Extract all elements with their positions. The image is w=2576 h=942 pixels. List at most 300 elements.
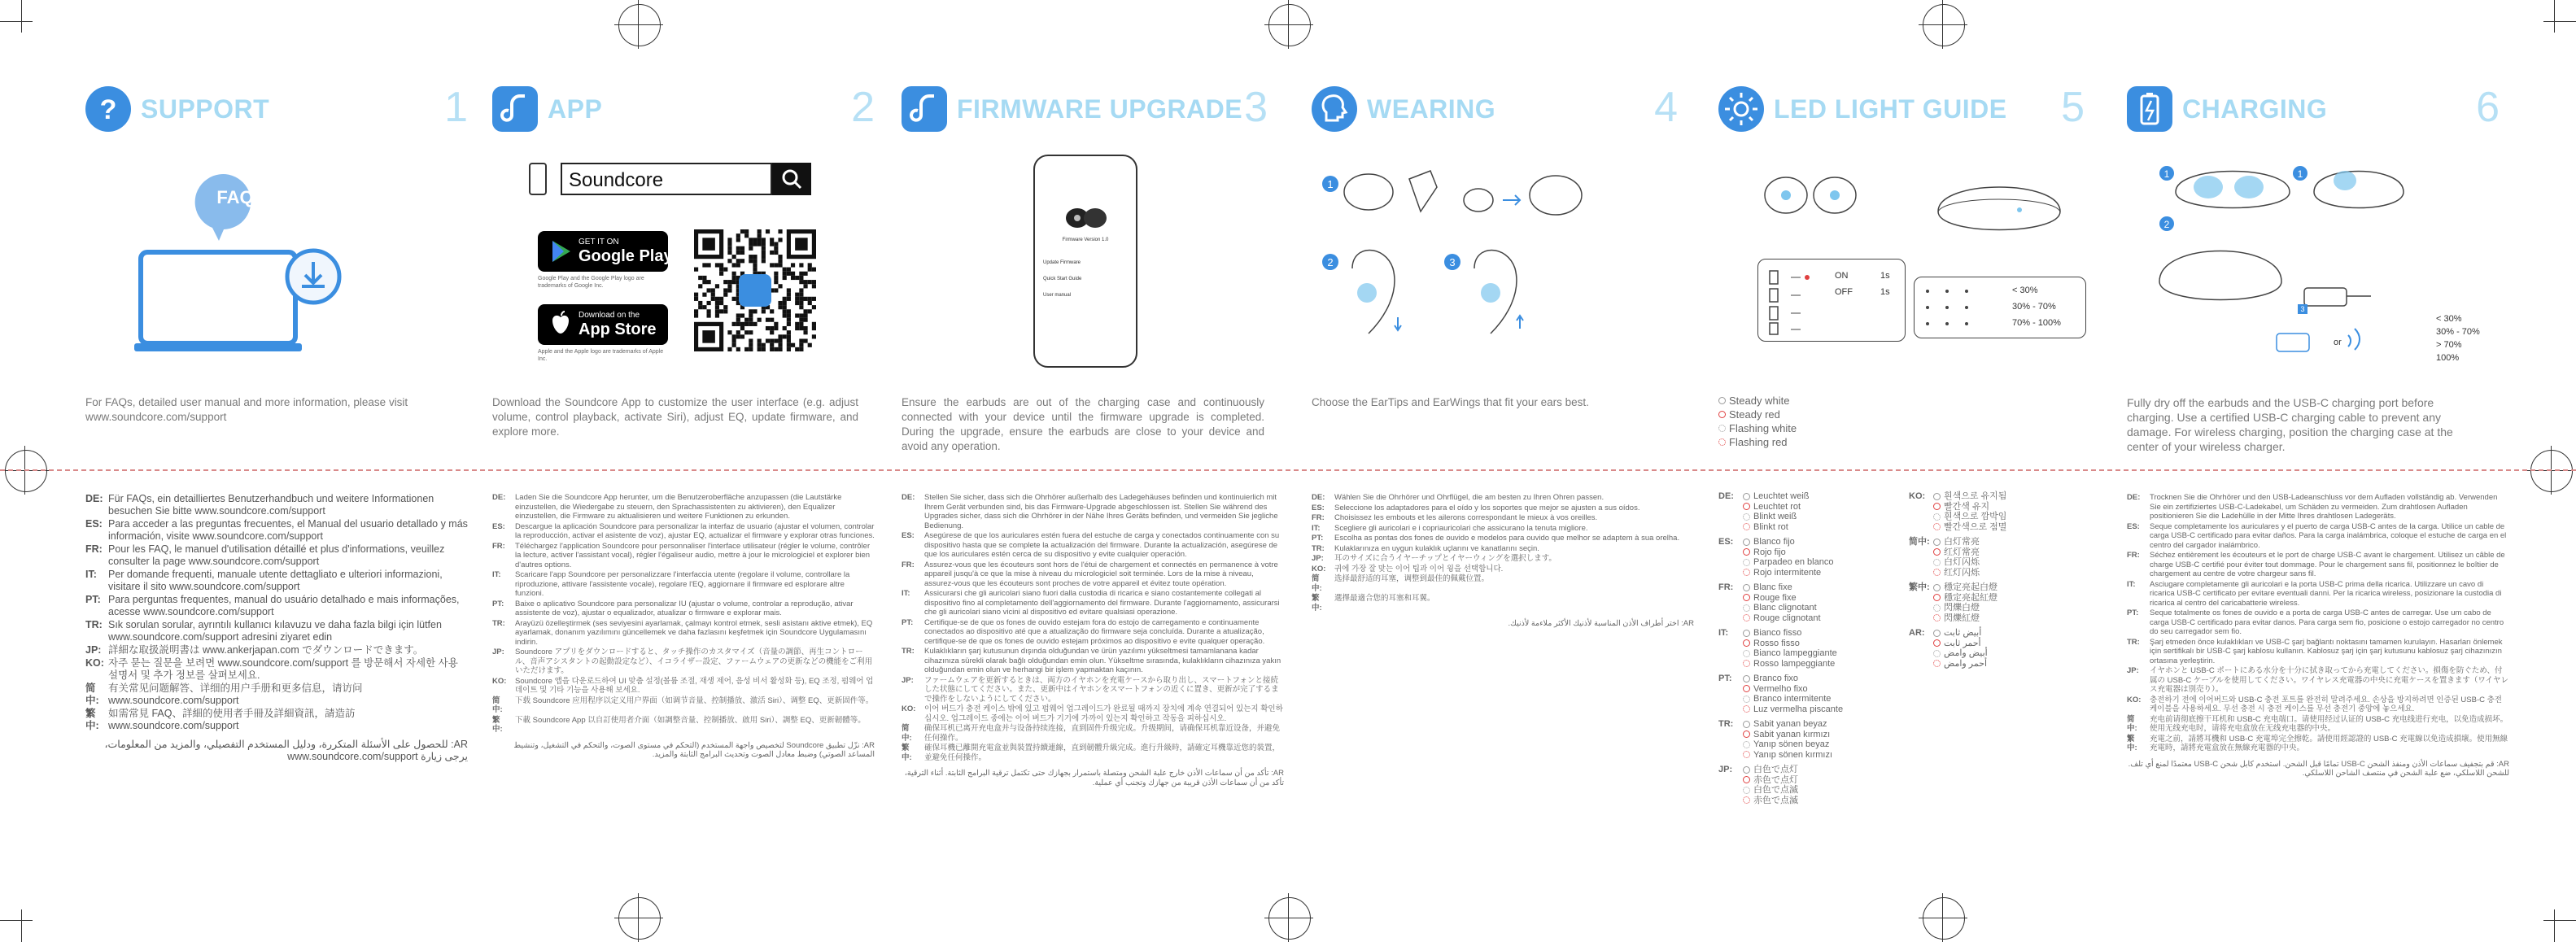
led-status-icon	[1743, 675, 1750, 683]
language-code: IT:	[1312, 523, 1321, 533]
translation-text: 确保耳机已离开充电盒并与设备持续连接，直到固件升级完成。升级期间，请确保耳机靠近设备，并避免任何操作。	[924, 724, 1281, 743]
translation-row	[2127, 608, 2509, 637]
arabic-translation: AR: للحصول على الأسئلة المتكررة، ودليل المستخدم التفصيلي، والمزيد من المعلومات، يرجى زيارة www.soundcore.com/support	[104, 739, 468, 762]
translation-row	[492, 522, 875, 541]
language-code: JP:	[492, 648, 504, 656]
qr-logo-icon	[739, 274, 771, 307]
language-code: KO:	[1312, 564, 1326, 573]
translation-text: 충전하기 전에 이어버드와 USB-C 충전 포트를 완전히 말려주세요. 손상을 방지하려면 인증된 USB-C 충전 케이블을 사용하세요. 무선 충전 시 충전 케이스를 무선 충전기 중앙에 놓으세요.	[2150, 695, 2502, 713]
translation-row	[1312, 534, 1694, 543]
led-legend-item	[1933, 502, 2006, 512]
led-legend-item	[1743, 750, 1832, 761]
language-code: PT:	[1312, 534, 1324, 543]
arabic-translation: AR: نزّل تطبيق Soundcore لتخصيص واجهة المستخدم (التحكم في مستوى الصوت، والتحكم في التشغيل، وتنشيط المساعد الصوتي) وضبط معادل الصوت وتحديث البرامج الثابتة والمزيد.	[513, 740, 875, 759]
apple-icon	[544, 304, 577, 345]
or-label: or	[2334, 338, 2342, 347]
faq-label: FAQ	[216, 187, 254, 207]
led-legend-label: 흰색으로 깜박임	[1944, 512, 2007, 521]
language-code: 简中:	[492, 696, 503, 714]
led-legend-item	[1743, 491, 1809, 502]
led-legend-item	[1933, 648, 1988, 659]
language-code: KO:	[85, 657, 104, 669]
led-translation-list	[1933, 628, 1988, 669]
language-code: IT:	[902, 589, 910, 598]
led-status-icon	[1743, 730, 1750, 738]
user-manual-item[interactable]: User manual	[1043, 293, 1072, 298]
svg-text:1: 1	[2163, 168, 2170, 180]
panel-firmware	[902, 0, 1308, 942]
led-status-icon	[1933, 594, 1941, 601]
translation-row	[1312, 504, 1694, 513]
panel-header	[85, 78, 468, 135]
firmware-version: Firmware Version 1.0	[1062, 238, 1109, 242]
apple-note: Apple and the Apple logo are trademarks of Apple Inc.	[538, 349, 664, 362]
translation-row	[85, 708, 468, 732]
led-legend-item	[1743, 785, 1798, 796]
language-code: TR:	[1312, 543, 1325, 553]
translation-text: Arayüzü özelleştirmek (ses seviyesini ayarlamak, çalmayı kontrol etmek, sesli asistanı aktive etmek), EQ ayarlamak, donanım yazılımını güncellemek ve daha fazlasını keşfetmek için Soundcore Uygulamasını indirin.	[515, 618, 873, 647]
led-status-icon	[1933, 660, 1941, 667]
led-legend-label: 穩定亮起紅燈	[1944, 592, 1997, 603]
language-code: KO:	[2127, 695, 2142, 704]
translation-row	[902, 724, 1284, 743]
led-legend-label: Steady red	[1729, 408, 1780, 421]
translation-text: Scaricare l'app Soundcore per personalizzare l'interfaccia utente (regolare il volume, controllare la riproduzione, attivare l'assistente vocale), regolare l'EQ, aggiornare il firmware ed esplorare altre funzioni.	[515, 570, 850, 598]
translation-row	[2127, 580, 2509, 608]
charging-illustration	[2127, 159, 2491, 371]
wearing-illustration	[1320, 155, 1661, 350]
translation-text: Baixe o aplicativo Soundcore para personalizar IU (ajustar o volume, controlar a reprodução, ativar assistente de voz), ajustar o equalizador, atualizar o firmware e explorar mais.	[515, 599, 854, 617]
language-code: PT:	[902, 617, 914, 627]
led-status-icon	[1933, 539, 1941, 546]
search-icon	[772, 163, 811, 195]
led-status-icon	[1933, 513, 1941, 521]
led-status-icon	[1743, 751, 1750, 758]
language-code: FR:	[902, 560, 915, 569]
language-code: AR:	[1909, 628, 1925, 638]
led-status-icon	[1933, 569, 1941, 576]
translation-text: Scegliere gli auricolari e i copriauricolari che assicurano la tenuta migliore.	[1334, 523, 1588, 533]
crop-mark	[21, 0, 22, 33]
panel-header	[902, 78, 1268, 135]
panel-number: 1	[444, 84, 468, 131]
panel-description: For FAQs, detailed user manual and more information, please visit www.soundcore.com/support	[85, 396, 408, 423]
translation-row	[492, 648, 875, 676]
language-code: IT:	[2127, 579, 2136, 589]
panel-number: 5	[2061, 84, 2085, 131]
led-legend-label: 閃爍白燈	[1944, 603, 1980, 613]
language-code: JP:	[1718, 765, 1733, 774]
translation-row	[492, 677, 875, 696]
language-code: PT:	[492, 599, 504, 608]
language-code: FR:	[1312, 513, 1325, 522]
led-legend-label: أبيض ثابت	[1944, 628, 1982, 638]
translation-row	[85, 569, 468, 593]
translation-text: 選擇最適合您的耳塞和耳翼。	[1334, 594, 1435, 603]
translation-text: 귀에 가장 잘 맞는 이어 팁과 이어 윙을 선택합니다.	[1334, 564, 1504, 573]
led-legend-label: 赤色で点滅	[1753, 795, 1798, 805]
led-legend-label: Blinkt rot	[1753, 521, 1788, 532]
led-status-icon	[1743, 776, 1750, 783]
panel-charging	[2127, 0, 2534, 942]
search-input[interactable]	[561, 163, 772, 195]
translation-text: Assurez-vous que les écouteurs sont hors de l'étui de chargement et connectés en permanence à votre appareil jusqu'à ce que la mise à niveau du micrologiciel soit terminée. Lors de la mise à niveau, assurez-vous que les écouteurs sont proches de votre appareil et évitez toute opération.	[924, 560, 1278, 588]
charge-level-1: < 30%	[2436, 314, 2462, 324]
led-status-icon	[1743, 660, 1750, 667]
led-translation-list	[1933, 491, 2006, 532]
led-legend-item	[1743, 639, 1837, 649]
translation-text: Pour les FAQ, le manuel d'utilisation détaillé et plus d'informations, veuillez consulter la page www.soundcore.com/support	[108, 543, 445, 567]
language-code: 繁中:	[902, 744, 912, 762]
crop-mark	[0, 21, 33, 22]
translation-text: Para acceder a las preguntas frecuentes, el Manual del usuario detallado y más información, visite www.soundcore.com/support	[108, 518, 468, 542]
sun-icon	[1718, 86, 1764, 132]
led-translation-list	[1933, 537, 1980, 578]
led-legend-label: Yanıp sönen kırmızı	[1753, 749, 1833, 760]
led-legend-label: Branco fixo	[1753, 674, 1799, 683]
led-legend-label: Yanıp sönen beyaz	[1753, 739, 1830, 749]
panel-header	[1718, 78, 2085, 135]
language-code: FR:	[2127, 551, 2140, 560]
language-code: IT:	[1718, 628, 1729, 638]
led-legend-label: Blanco fijo	[1753, 537, 1795, 547]
led-status-icon	[1933, 548, 1941, 556]
language-code: JP:	[85, 644, 102, 656]
translation-row	[85, 543, 468, 568]
panel-app	[492, 0, 899, 942]
led-translation-list	[1743, 491, 1809, 532]
led-level-2: 30% - 70%	[2012, 302, 2056, 312]
led-legend-label: Luz vermelha piscante	[1753, 704, 1844, 714]
translation-row	[902, 589, 1284, 617]
led-legend-label: Branco intermitente	[1753, 694, 1832, 704]
registration-mark	[5, 450, 47, 492]
led-status-icon	[1933, 630, 1941, 637]
translation-text: Descargue la aplicación Soundcore para personalizar la interfaz de usuario (ajustar el volumen, controlar la reproducción, activar el asistente de voz), ajustar EQ, actualizar el firmware y explorar otras funciones.	[515, 521, 875, 540]
led-status-icon	[1743, 614, 1750, 621]
led-status-icon	[1743, 639, 1750, 647]
language-code: 繁中:	[1909, 582, 1930, 592]
led-legend-label: Rouge fixe	[1753, 592, 1797, 603]
led-legend-label: Blanc fixe	[1753, 582, 1792, 592]
translation-row	[2127, 666, 2509, 695]
led-legend-label: 红灯闪烁	[1944, 567, 1980, 578]
led-status-icon	[1933, 493, 1941, 500]
translation-text: Laden Sie die Soundcore App herunter, um die Benutzeroberfläche anzupassen (die Lautstärke einzustellen, die Wiedergabe zu steuern, den Sprachassistenten zu aktivieren), den Equalizer einzustellen, die Firmware zu aktualisieren und weitere Funktionen zu erkunden.	[515, 493, 842, 521]
arabic-translation: AR: قم بتجفيف سماعات الأذن ومنفذ الشحن USB-C تمامًا قبل الشحن. استخدم كابل شحن USB-C معتمدًا لمنع أي تلف. للشحن اللاسلكي، ضع علبة الشحن في منتصف الشاحن اللاسلكي.	[2128, 759, 2509, 778]
translation-row	[2127, 638, 2509, 666]
panel-description: Ensure the earbuds are out of the charging case and continuously connected with your device until the firmware upgrade is completed. During the upgrade, ensure the earbuds are close to your device and avoid any operation.	[902, 396, 1264, 452]
translation-text: Seque completamente los auriculares y el puerto de carga USB-C antes de la carga. Utilice un cable de carga USB-C certificado para evitar daños. Para la carga inalámbrica, coloque el estuche de carga en el centro del cargador inalámbrico.	[2150, 521, 2507, 550]
translation-row	[1312, 574, 1694, 593]
led-legend-label: Rosso lampeggiante	[1753, 658, 1836, 669]
translation-text: Soundcore 앱을 다운로드하여 UI 맞춤 설정(볼륨 조절, 재생 제어, 음성 비서 활성화 등), EQ 조정, 펌웨어 업데이트 및 기타 기능을 사용해 보세요.	[515, 676, 874, 695]
led-legend-item	[1743, 502, 1809, 512]
panel-title: FIRMWARE UPGRADE	[957, 94, 1243, 124]
language-code: TR:	[492, 618, 505, 628]
translation-text: Soundcore アプリをダウンロードすると、タッチ操作のカスタマイズ（音量の調節、再生コントロール、音声アシスタントの起動設定など）、イコライザー設定、ファームウェアの更新などの機能をご利用いただけます。	[515, 648, 873, 675]
led-legend-item	[1933, 568, 1980, 578]
led-case-illustration	[1922, 163, 2076, 252]
led-status-icon	[1743, 548, 1750, 556]
translation-text: 选择最舒适的耳塞，调整到最佳的佩戴位置。	[1334, 574, 1490, 583]
led-legend-label: 白色で点灯	[1753, 765, 1798, 774]
led-legend-label: 빨간색으로 점멸	[1944, 521, 2007, 532]
led-legend-item	[1933, 613, 1997, 624]
arabic-translation: AR: اختر أطراف الأذن المناسبة لأذنيك الأكثر ملاءمة لأذنيك.	[1508, 619, 1694, 628]
search-text: Soundcore	[569, 169, 664, 191]
led-legend-item	[1718, 394, 1797, 408]
led-legend-item	[1743, 730, 1832, 740]
led-translations-right	[1909, 491, 2006, 674]
soundcore-app-icon	[492, 86, 538, 132]
led-status-icon	[1743, 539, 1750, 546]
led-translation-list	[1743, 719, 1832, 760]
led-status-icon	[1743, 741, 1750, 748]
led-on-label: ON	[1835, 271, 1849, 281]
charge-level-2: 30% - 70%	[2436, 327, 2480, 337]
led-legend-label: Bianco fisso	[1753, 628, 1802, 638]
translation-row	[2127, 551, 2509, 579]
charge-level-4: 100%	[2436, 353, 2460, 363]
translation-row	[1312, 524, 1694, 534]
panel-title: APP	[548, 94, 603, 124]
led-status-icon	[1743, 569, 1750, 576]
qr-code[interactable]	[694, 229, 816, 351]
update-firmware-item[interactable]: Update Firmware	[1043, 260, 1081, 265]
led-level-3: 70% - 100%	[2012, 318, 2061, 328]
led-translation-list	[1743, 674, 1843, 714]
translation-row	[85, 644, 468, 656]
translation-text: Certifique-se de que os fones de ouvido estejam fora do estojo de carregamento e continuamente conectados ao dispositivo até que a atualização do firmware seja concluída. Durante a atualização, certifique-se de que os fones de ouvido estejam próximos ao dispositivo e evite qualquer operação.	[924, 617, 1265, 646]
translation-row	[1312, 554, 1694, 564]
led-table-case	[1914, 277, 2086, 338]
crop-mark	[2554, 0, 2555, 33]
panel-number: 3	[1244, 84, 1268, 131]
head-icon	[1312, 86, 1357, 132]
led-legend-item	[1743, 568, 1833, 578]
panel-title: LED LIGHT GUIDE	[1774, 94, 2007, 124]
led-legend-label: Leuchtet weiß	[1753, 491, 1810, 501]
translation-row	[902, 531, 1284, 560]
language-code: DE:	[1718, 491, 1734, 501]
led-legend-label: 红灯常亮	[1944, 547, 1980, 557]
led-legend-item	[1933, 593, 1997, 604]
led-legend-item	[1743, 582, 1821, 593]
language-code: JP:	[2127, 666, 2139, 675]
translation-text: 充电前请彻底擦干耳机和 USB-C 充电端口。请使用经过认证的 USB-C 充电线进行充电，以免造成损坏。使用无线充电时，请将充电盒放在无线充电器的中央。	[2150, 714, 2508, 733]
led-legend-item	[1933, 639, 1988, 649]
led-legend-label: 穩定亮起白燈	[1944, 582, 1997, 592]
phone-icon	[529, 163, 547, 195]
language-code: IT:	[85, 569, 97, 580]
language-code: 繁中:	[1312, 594, 1322, 613]
led-status-icon	[1743, 513, 1750, 521]
led-legend-item	[1743, 684, 1843, 695]
svg-text:2: 2	[1327, 256, 1334, 268]
led-legend-item	[1743, 694, 1843, 704]
led-legend-label: Parpadeo en blanco	[1753, 557, 1834, 567]
translation-row	[2127, 715, 2509, 734]
led-translation-block	[1718, 537, 1843, 578]
panel-number: 6	[2476, 84, 2500, 131]
translation-row	[85, 493, 468, 517]
led-status-icon	[1933, 559, 1941, 566]
led-status-icon	[1743, 721, 1750, 728]
translation-text: Kulaklarınıza en uygun kulaklık uçlarını ve kanatlarını seçin.	[1334, 543, 1539, 553]
language-code: FR:	[492, 541, 505, 551]
translation-text: イヤホンと USB-C ポートにある水分を十分に拭き取ってから充電してください。損傷を防ぐため、付属の USB-C ケーブルを使用してください。ワイヤレス充電器の中央に充電ケースを置きます（ワイヤレス充電器は別売り）。	[2150, 666, 2508, 694]
led-table-earbuds	[1757, 259, 1906, 342]
led-legend-item	[1743, 512, 1809, 522]
led-status-icon	[1743, 685, 1750, 692]
led-legend-label: أحمر وامض	[1944, 658, 1988, 669]
led-legend-label: Sabit yanan beyaz	[1753, 719, 1827, 729]
led-translation-block	[1909, 582, 2006, 623]
led-translation-block	[1909, 491, 2006, 532]
translation-row	[492, 542, 875, 570]
led-legend-label: 白色で点滅	[1753, 785, 1798, 795]
led-status-icon	[1743, 787, 1750, 794]
question-icon	[85, 86, 131, 132]
language-code: 简中:	[1312, 574, 1322, 593]
translation-text: Séchez entièrement les écouteurs et le port de charge USB-C avant le chargement. Utilisez un câble de charge USB-C certifié pour éviter tout dommage. Pour le chargement sans fil, positionnez le boîtier de chargement au centre de votre chargeur sans fil.	[2150, 551, 2505, 578]
translation-text: 詳細な取扱説明書は www.ankerjapan.com でダウンロードできます。	[108, 644, 424, 656]
translation-row	[902, 618, 1284, 647]
translation-row	[492, 570, 875, 599]
language-code: DE:	[2127, 493, 2141, 502]
translation-row	[492, 696, 875, 715]
led-legend-item	[1743, 537, 1833, 547]
translation-text: Trocknen Sie die Ohrhörer und den USB-Ladeanschluss vor dem Aufladen vollständig ab. Verwenden Sie ein zertifiziertes USB-C-Ladekabel, um Schäden zu vermeiden. Zum drahtlosen Aufladen positionieren Sie die Ladehülle in der Mitte Ihres drahtlosen Ladegeräts.	[2150, 493, 2498, 521]
led-legend	[1718, 394, 1797, 449]
translation-row	[2127, 522, 2509, 551]
led-status-icon	[1718, 438, 1726, 446]
translation-text: 確保耳機已離開充電盒並與裝置持續連線，直到韌體升級完成。進行升級時，請確定耳機靠近您的裝置，並避免任何操作。	[924, 744, 1281, 762]
svg-text:?: ?	[99, 94, 117, 125]
led-translation-block	[1718, 491, 1843, 532]
led-legend-label: Flashing red	[1729, 436, 1788, 448]
soundcore-app-icon	[902, 86, 947, 132]
arabic-translation: AR: تأكد من أن سماعات الأذن خارج علبة الشحن ومتصلة باستمرار بجهازك حتى تكتمل ترقية البرامج الثابتة. أثناء الترقية، تأكد من أن سماعات الأذن قريبة من جهازك وتجنب أي عملية.	[904, 769, 1284, 787]
translation-row	[2127, 493, 2509, 521]
google-big: Google Play	[579, 247, 673, 265]
crop-mark	[2554, 909, 2555, 942]
led-status-icon	[1743, 503, 1750, 510]
translation-text: Choisissez les embouts et les ailerons correspondant le mieux à vos oreilles.	[1334, 513, 1598, 522]
panel-header	[1312, 78, 1678, 135]
google-play-badge[interactable]	[538, 231, 673, 272]
translation-row	[1312, 565, 1694, 574]
led-legend-item	[1933, 628, 1988, 639]
translation-text: 充電之前，請將耳機和 USB-C 充電埠完全擦乾。請使用經認證的 USB-C 充電線以免造成損壞。使用無線充電時，請將充電盒放在無線充電器的中央。	[2150, 734, 2508, 752]
crop-mark	[2543, 920, 2576, 921]
svg-text:1: 1	[2297, 168, 2303, 180]
led-status-icon	[1718, 397, 1726, 404]
panel-number: 4	[1654, 84, 1678, 131]
translation-text: Seque totalmente os fones de ouvido e a porta de carga USB-C antes de carregar. Use um cabo de carga USB-C certificado para evitar danos. Para carga sem fio, posicione o estojo carregador no centro do seu carregador sem fio.	[2150, 608, 2504, 636]
led-legend-item	[1743, 674, 1843, 684]
translation-row	[2127, 735, 2509, 753]
language-code: JP:	[1312, 554, 1324, 563]
translation-text: Téléchargez l'application Soundcore pour personnaliser l'interface utilisateur (régler le volume, contrôler la lecture, activer l'assistant vocal), régler l'égaliseur audio, mettre à jour le micrologiciel et explorer bien d'autres options.	[515, 541, 871, 569]
led-translation-block	[1718, 765, 1843, 805]
panel-title: SUPPORT	[141, 94, 270, 124]
language-code: DE:	[492, 493, 506, 502]
apple-big: App Store	[579, 321, 657, 338]
led-status-icon	[1743, 650, 1750, 657]
translation-text: Para perguntas frequentes, manual do usuário detalhado e mais informações, acesse www.soundcore.com/support	[108, 594, 460, 617]
translation-row	[1312, 493, 1694, 503]
led-legend-item	[1743, 613, 1821, 624]
translation-row	[902, 744, 1284, 762]
led-status-icon	[1933, 584, 1941, 591]
translation-row	[85, 518, 468, 543]
led-legend-label: Rouge clignotant	[1753, 613, 1821, 623]
led-translation-block	[1909, 628, 2006, 669]
translations	[2127, 493, 2509, 778]
led-translation-list	[1743, 537, 1833, 578]
led-time-on: 1s	[1880, 271, 1890, 281]
language-code: TR:	[902, 647, 915, 656]
led-off-label: OFF	[1835, 287, 1853, 297]
translation-row	[85, 657, 468, 682]
led-legend-label: Blinkt weiß	[1753, 512, 1797, 521]
language-code: FR:	[1718, 582, 1734, 592]
led-translation-list	[1933, 582, 1997, 623]
led-translations-left	[1718, 491, 1843, 810]
led-translation-list	[1743, 628, 1837, 669]
app-store-badge[interactable]	[538, 304, 668, 345]
led-legend-label: Sabit yanan kırmızı	[1753, 729, 1831, 739]
translation-row	[902, 560, 1284, 589]
led-translation-block	[1718, 628, 1843, 669]
led-legend-item	[1933, 659, 1988, 669]
language-code: KO:	[1909, 491, 1926, 501]
language-code: DE:	[85, 493, 103, 504]
quick-start-item[interactable]: Quick Start Guide	[1043, 277, 1082, 281]
translation-text: Şarj etmeden önce kulaklıkları ve USB-C şarj bağlantı noktasını tamamen kurulayın. Hasarları önlemek için sertifikalı bir USB-C şarj kablosu kullanın. Kablosuz şarj için şarj kutusunu kablosuz şarj cihazınızın ortasına yerleştirin.	[2150, 637, 2503, 665]
svg-text:2: 2	[2163, 219, 2170, 230]
led-legend-item	[1743, 522, 1809, 533]
led-status-icon	[1743, 796, 1750, 804]
led-status-icon	[1743, 705, 1750, 713]
language-code: DE:	[1312, 493, 1325, 502]
language-code: KO:	[902, 704, 916, 713]
panel-header	[2127, 78, 2500, 135]
translation-row	[492, 600, 875, 618]
search-button[interactable]	[772, 163, 811, 195]
led-legend-item	[1933, 582, 1997, 593]
led-legend-item	[1718, 408, 1797, 421]
led-translation-block	[1718, 674, 1843, 714]
led-status-icon	[1743, 766, 1750, 774]
led-legend-label: 赤色で点灯	[1753, 774, 1798, 785]
led-legend-item	[1743, 765, 1798, 775]
svg-text:3: 3	[2300, 305, 2305, 313]
translation-text: 如需常見 FAQ、詳細的使用者手冊及詳細資訊，請造訪 www.soundcore.com/support	[108, 708, 356, 731]
led-legend-label: 閃爍紅燈	[1944, 613, 1980, 623]
led-legend-item	[1933, 537, 1980, 547]
language-code: PT:	[2127, 608, 2139, 617]
led-legend-label: Rosso fisso	[1753, 638, 1800, 648]
led-legend-label: 白灯常亮	[1944, 537, 1980, 547]
led-legend-label: Leuchtet rot	[1753, 501, 1801, 512]
language-code: KO:	[492, 676, 507, 686]
led-legend-item	[1743, 659, 1837, 669]
play-icon	[544, 231, 577, 272]
translation-text: Seleccione los adaptadores para el oído y los soportes que mejor se ajusten a sus oídos.	[1334, 503, 1640, 512]
